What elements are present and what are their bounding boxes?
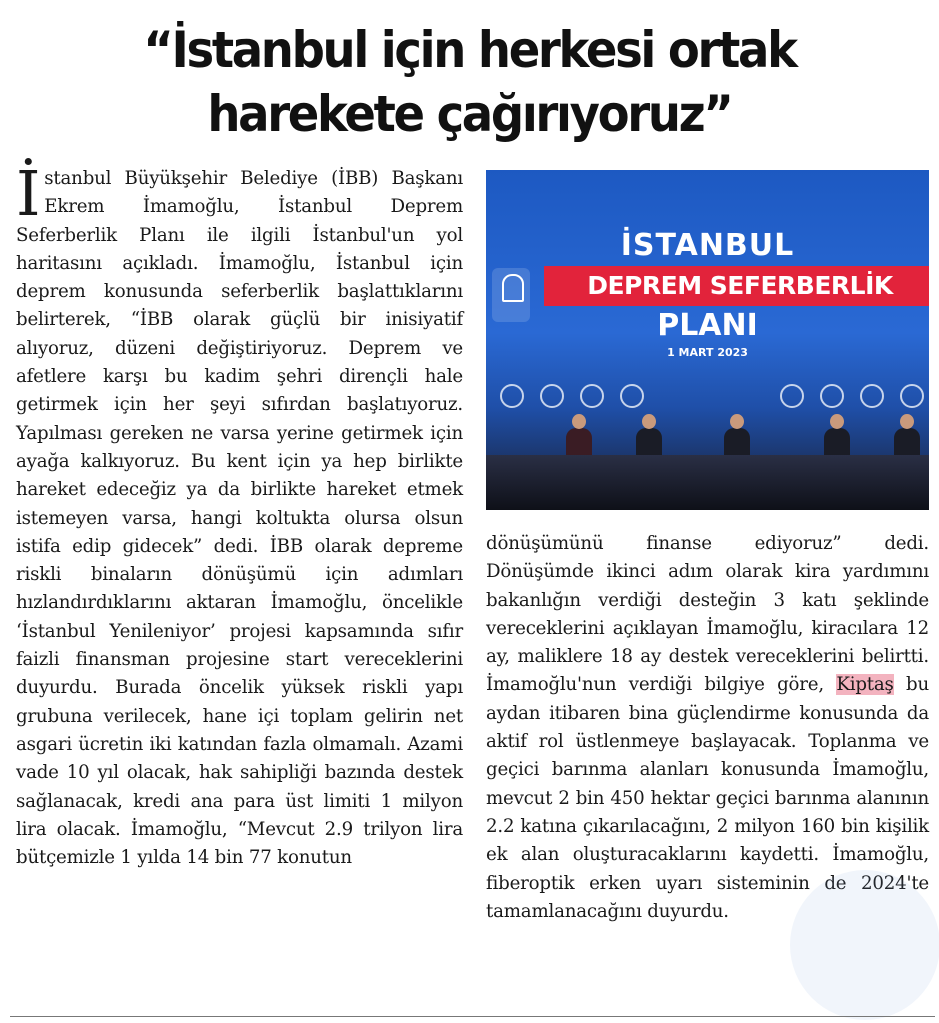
backdrop-icon	[540, 384, 564, 408]
drop-cap: İ	[16, 157, 41, 230]
backdrop-icon	[780, 384, 804, 408]
backdrop-icons	[486, 380, 929, 410]
photo-title-plani: PLANI	[657, 308, 758, 343]
backdrop-icon	[580, 384, 604, 408]
photo-title-banner: DEPREM SEFERBERLİK	[544, 266, 929, 306]
audience-silhouettes	[486, 455, 929, 510]
article-right-column	[486, 530, 929, 926]
bottom-rule	[10, 1016, 935, 1017]
backdrop-icon	[820, 384, 844, 408]
backdrop-icon	[900, 384, 924, 408]
photo-title-istanbul: İSTANBUL	[620, 228, 795, 263]
backdrop-icon	[620, 384, 644, 408]
backdrop-icon	[860, 384, 884, 408]
article-text-left: stanbul Büyükşehir Belediye (İBB) Başkanı Ekrem İmamoğlu, İstanbul Deprem Seferberlik Planı ile ilgili İstanbul'un yol haritasını açıkladı. İmamoğlu, İstanbul için deprem konusunda seferberlik başlattıklarını belirterek, “İBB olarak güçlü bir inisiyatif alıyoruz, düzeni değiştiriyoruz. Deprem ve afetlere karşı bu kadim şehri dirençli hale getirmek için her şeyi sıfırdan başlatıyoruz. Yapılması gereken ne varsa yerine getirmek için ayağa kalkıyoruz. Bu kent için ya hep birlikte hareket edeceğiz ya da birlikte hareket etmek istemeyen varsa, hangi koltukta olursa olsun istifa edip gidecek” dedi. İBB olarak depreme riskli binaların dönüşümü için adımları hızlandırdıklarını aktaran İmamoğlu, öncelikle ‘İstanbul Yenileniyor’ projesi kapsamında sıfır faizli finansman projesine start vereceklerini duyurdu. Burada öncelik yüksek riskli yapı grubuna verilecek, hane içi toplam gelirin net asgari ücretin iki katından fazla olmamalı. Azami vade 10 yıl olacak, hak sahipliği bazında destek sağlanacak, kredi ana para üst limiti 1 milyon lira olacak. İmamoğlu, “Mevcut 2.9 trilyon lira bütçemizle 1 yılda 14 bin 77 konutun	[16, 168, 463, 869]
backdrop-icon	[500, 384, 524, 408]
highlighted-word: Kiptaş	[836, 674, 894, 696]
press-conference-photo	[486, 170, 929, 510]
article-left-column	[16, 157, 463, 872]
article-text-right-2: bu aydan itibaren bina güçlendirme konusunda da aktif rol üstlenmeye başlayacak. Toplanma ve geçici barınma alanları konusunda İmamoğlu, mevcut 2 bin 450 hektar geçici barınma alanının 2.2 katına çıkarılacağını, 2 milyon 160 bin kişilik ek alan oluşturacaklarını kaydetti. İmamoğlu, fiberoptik erken uyarı sisteminin de 2024'te tamamlanacağını duyurdu.	[486, 674, 929, 922]
article-text-right-1: dönüşümünü finanse ediyoruz” dedi. Dönüşümde ikinci adım olarak kira yardımını bakanlığın verdiği desteğin 3 katı şeklinde vereceklerini açıklayan İmamoğlu, kiracılara 12 ay, maliklere 18 ay destek vereceklerini belirtti. İmamoğlu'nun verdiği bilgiye göre,	[486, 533, 929, 696]
headline-line-2: harekete çağırıyoruz”	[207, 85, 732, 143]
headline-line-1: “İstanbul için herkesi ortak	[143, 21, 796, 79]
photo-date: 1 MART 2023	[667, 346, 748, 359]
headline	[33, 18, 906, 146]
